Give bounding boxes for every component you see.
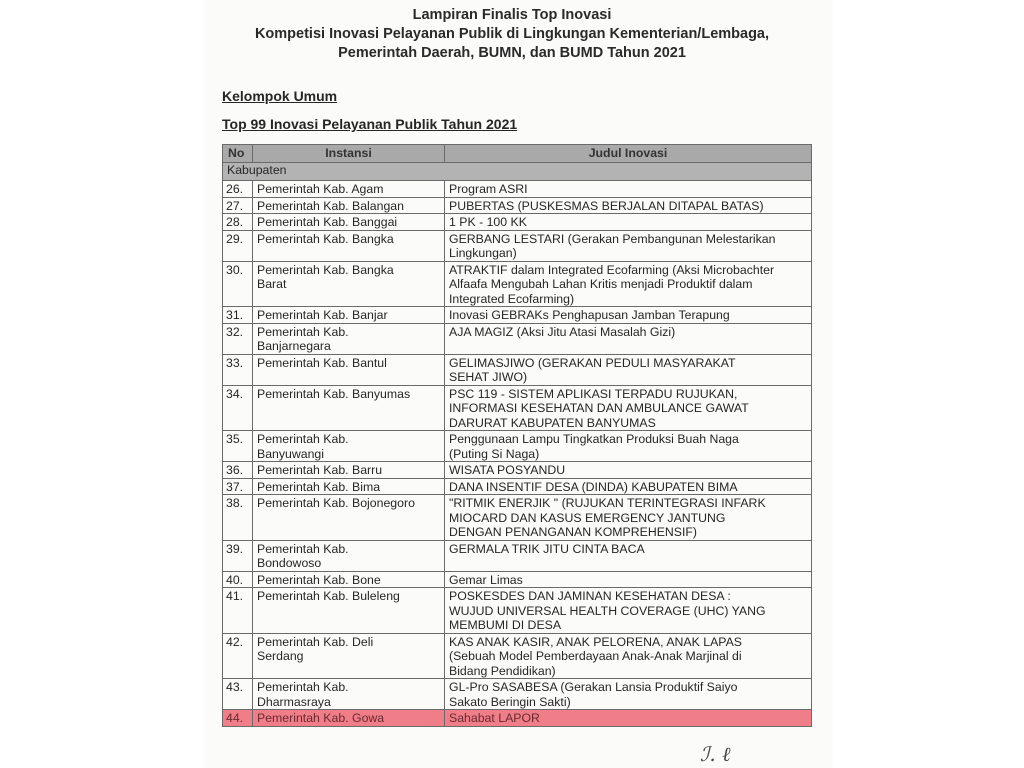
cell-instansi-line: Pemerintah Kab. Banjar (257, 308, 388, 322)
column-header-judul: Judul Inovasi (445, 145, 812, 163)
cell-instansi-line: Banyuwangi (257, 446, 324, 461)
cell-instansi-line: Pemerintah Kab. Balangan (257, 198, 404, 213)
cell-judul (445, 478, 812, 495)
table-row (223, 540, 812, 571)
cell-instansi-line: Pemerintah Kab. Bone (257, 572, 381, 587)
cell-instansi-line: Barat (257, 277, 287, 291)
cell-judul-line: MIOCARD DAN KASUS EMERGENCY JANTUNG (449, 510, 726, 525)
cell-judul (445, 710, 812, 727)
cell-judul (445, 679, 812, 710)
cell-judul-line: POSKESDES DAN JAMINAN KESEHATAN DESA : (449, 589, 731, 603)
cell-judul-line: Sakato Beringin Sakti) (449, 694, 571, 709)
cell-instansi-line: Pemerintah Kab. Bangka (257, 231, 394, 246)
title-line-3: Pemerintah Daerah, BUMN, dan BUMD Tahun 2021 (338, 45, 686, 61)
cell-judul-line: GELIMASJIWO (GERAKAN PEDULI MASYARAKAT (449, 355, 736, 370)
cell-judul-line: GERMALA TRIK JITU CINTA BACA (449, 541, 645, 556)
table-row (223, 181, 812, 198)
cell-judul-line: "RITMIK ENERJIK " (RUJUKAN TERINTEGRASI INFARK (449, 496, 766, 510)
cell-no: 30. (223, 261, 253, 307)
list-subheading: Top 99 Inovasi Pelayanan Publik Tahun 2021 (222, 116, 518, 132)
section-row (223, 163, 812, 181)
cell-no: 36. (223, 462, 253, 479)
cell-judul-line: ATRAKTIF dalam Integrated Ecofarming (Aksi Microbachter (449, 262, 775, 277)
cell-judul (445, 323, 812, 354)
cell-instansi-line: Pemerintah Kab. (257, 432, 349, 446)
title-line-1: Lampiran Finalis Top Inovasi (412, 7, 612, 23)
cell-judul-line: PSC 119 - SISTEM APLIKASI TERPADU RUJUKAN, (449, 386, 738, 401)
cell-judul (445, 540, 812, 571)
cell-no: 27. (223, 197, 253, 214)
section-label: Kabupaten (223, 163, 812, 181)
table-header-row (223, 145, 812, 163)
table-row (223, 710, 812, 727)
cell-judul-line: PUBERTAS (PUSKESMAS BERJALAN DITAPAL BATAS) (449, 198, 764, 213)
cell-no: 38. (223, 495, 253, 541)
cell-judul (445, 181, 812, 198)
cell-judul-line: Inovasi GEBRAKs Penghapusan Jamban Terapung (449, 308, 730, 322)
cell-judul-line: GL-Pro SASABESA (Gerakan Lansia Produktif Saiyo (449, 680, 738, 694)
cell-no: 26. (223, 181, 253, 198)
cell-instansi (253, 323, 445, 354)
table-row (223, 354, 812, 385)
cell-instansi-line: Pemerintah Kab. Barru (257, 463, 383, 477)
cell-no: 44. (223, 710, 253, 727)
cell-judul-line: DENGAN PENANGANAN KOMPREHENSIF) (449, 525, 698, 539)
cell-judul-line: (Puting Si Naga) (449, 446, 540, 461)
cell-judul-line: WISATA POSYANDU (449, 463, 566, 477)
table-row (223, 495, 812, 541)
cell-no: 41. (223, 588, 253, 634)
cell-judul-line: KAS ANAK KASIR, ANAK PELORENA, ANAK LAPAS (449, 634, 742, 649)
cell-no: 31. (223, 307, 253, 324)
cell-judul-line: Lingkungan) (449, 246, 517, 260)
cell-judul-line: 1 PK - 100 KK (449, 215, 527, 229)
cell-judul (445, 495, 812, 541)
cell-no: 34. (223, 385, 253, 431)
cell-instansi (253, 230, 445, 261)
cell-instansi (253, 588, 445, 634)
cell-judul-line: Gemar Limas (449, 572, 523, 587)
cell-instansi (253, 478, 445, 495)
cell-instansi-line: Dharmasraya (257, 694, 331, 709)
title-line-2: Kompetisi Inovasi Pelayanan Publik di Lingkungan Kementerian/Lembaga, (254, 26, 770, 42)
cell-instansi-line: Pemerintah Kab. Bantul (257, 355, 387, 370)
cell-no: 28. (223, 214, 253, 231)
cell-judul (445, 307, 812, 324)
cell-instansi-line: Pemerintah Kab. Bojonegoro (257, 496, 415, 510)
document-title (215, 6, 809, 63)
cell-judul-line: Sahabat LAPOR (449, 711, 540, 725)
cell-instansi (253, 261, 445, 307)
cell-no: 35. (223, 431, 253, 462)
cell-judul (445, 571, 812, 588)
cell-judul-line: INFORMASI KESEHATAN DAN AMBULANCE GAWAT (449, 401, 749, 415)
cell-instansi (253, 571, 445, 588)
cell-no: 39. (223, 540, 253, 571)
cell-judul-line: DARURAT KABUPATEN BANYUMAS (449, 415, 656, 430)
cell-judul-line: (Sebuah Model Pemberdayaan Anak-Anak Marjinal di (449, 649, 742, 663)
cell-judul-line: GERBANG LESTARI (Gerakan Pembangunan Melestarikan (449, 231, 776, 246)
cell-instansi (253, 214, 445, 231)
cell-judul (445, 261, 812, 307)
table-row (223, 571, 812, 588)
handwritten-mark: ℐ. ℓ (700, 742, 731, 766)
cell-instansi-line: Pemerintah Kab. Bangka (257, 262, 394, 277)
cell-no: 40. (223, 571, 253, 588)
table-row (223, 633, 812, 679)
cell-judul (445, 385, 812, 431)
cell-instansi (253, 307, 445, 324)
cell-instansi (253, 431, 445, 462)
cell-judul-line: MEMBUMI DI DESA (449, 618, 562, 632)
cell-instansi (253, 197, 445, 214)
table-row (223, 462, 812, 479)
cell-instansi-line: Serdang (257, 649, 304, 663)
group-heading: Kelompok Umum (222, 88, 338, 104)
table-row (223, 197, 812, 214)
cell-instansi (253, 540, 445, 571)
table-row (223, 385, 812, 431)
innovation-table (222, 144, 812, 727)
cell-instansi (253, 495, 445, 541)
cell-judul-line: Integrated Ecofarming) (449, 291, 575, 306)
cell-instansi (253, 710, 445, 727)
cell-instansi-line: Pemerintah Kab. Deli (257, 634, 374, 649)
cell-instansi (253, 462, 445, 479)
cell-judul-line: Alfaafa Mengubah Lahan Kritis menjadi Produktif dalam (449, 277, 753, 291)
table-row (223, 679, 812, 710)
cell-instansi-line: Pemerintah Kab. (257, 324, 349, 339)
cell-no: 32. (223, 323, 253, 354)
table-row (223, 307, 812, 324)
cell-instansi (253, 181, 445, 198)
cell-judul (445, 354, 812, 385)
table-row (223, 261, 812, 307)
cell-instansi (253, 679, 445, 710)
cell-instansi-line: Pemerintah Kab. Banggai (257, 215, 398, 229)
cell-judul (445, 214, 812, 231)
cell-instansi-line: Banjarnegara (257, 339, 331, 353)
cell-judul (445, 431, 812, 462)
column-header-instansi: Instansi (253, 145, 445, 163)
cell-instansi-line: Pemerintah Kab. Bima (257, 479, 381, 494)
cell-instansi-line: Pemerintah Kab. (257, 541, 349, 556)
table-row (223, 323, 812, 354)
table-row (223, 431, 812, 462)
cell-judul-line: DANA INSENTIF DESA (DINDA) KABUPATEN BIMA (449, 479, 738, 494)
cell-judul-line: AJA MAGIZ (Aksi Jitu Atasi Masalah Gizi) (449, 324, 676, 339)
cell-instansi-line: Pemerintah Kab. Agam (257, 182, 384, 196)
cell-no: 43. (223, 679, 253, 710)
cell-judul-line: Program ASRI (449, 182, 528, 196)
cell-judul-line: Penggunaan Lampu Tingkatkan Produksi Buah Naga (449, 432, 739, 446)
table-row (223, 230, 812, 261)
cell-no: 33. (223, 354, 253, 385)
cell-instansi-line: Pemerintah Kab. Gowa (257, 711, 385, 725)
cell-judul-line: WUJUD UNIVERSAL HEALTH COVERAGE (UHC) YANG (449, 603, 766, 618)
cell-no: 29. (223, 230, 253, 261)
cell-instansi-line: Pemerintah Kab. (257, 680, 349, 694)
cell-judul (445, 197, 812, 214)
cell-instansi-line: Pemerintah Kab. Banyumas (257, 386, 411, 401)
table-row (223, 588, 812, 634)
cell-judul (445, 230, 812, 261)
cell-instansi (253, 633, 445, 679)
table-row (223, 214, 812, 231)
cell-no: 37. (223, 478, 253, 495)
cell-instansi-line: Bondowoso (257, 556, 322, 570)
cell-judul-line: SEHAT JIWO) (449, 370, 528, 384)
cell-no: 42. (223, 633, 253, 679)
cell-judul (445, 588, 812, 634)
table-row (223, 478, 812, 495)
cell-judul (445, 462, 812, 479)
cell-instansi-line: Pemerintah Kab. Buleleng (257, 589, 400, 603)
cell-instansi (253, 354, 445, 385)
cell-judul (445, 633, 812, 679)
column-header-no: No (223, 145, 253, 163)
cell-judul-line: Bidang Pendidikan) (449, 663, 556, 678)
cell-instansi (253, 385, 445, 431)
